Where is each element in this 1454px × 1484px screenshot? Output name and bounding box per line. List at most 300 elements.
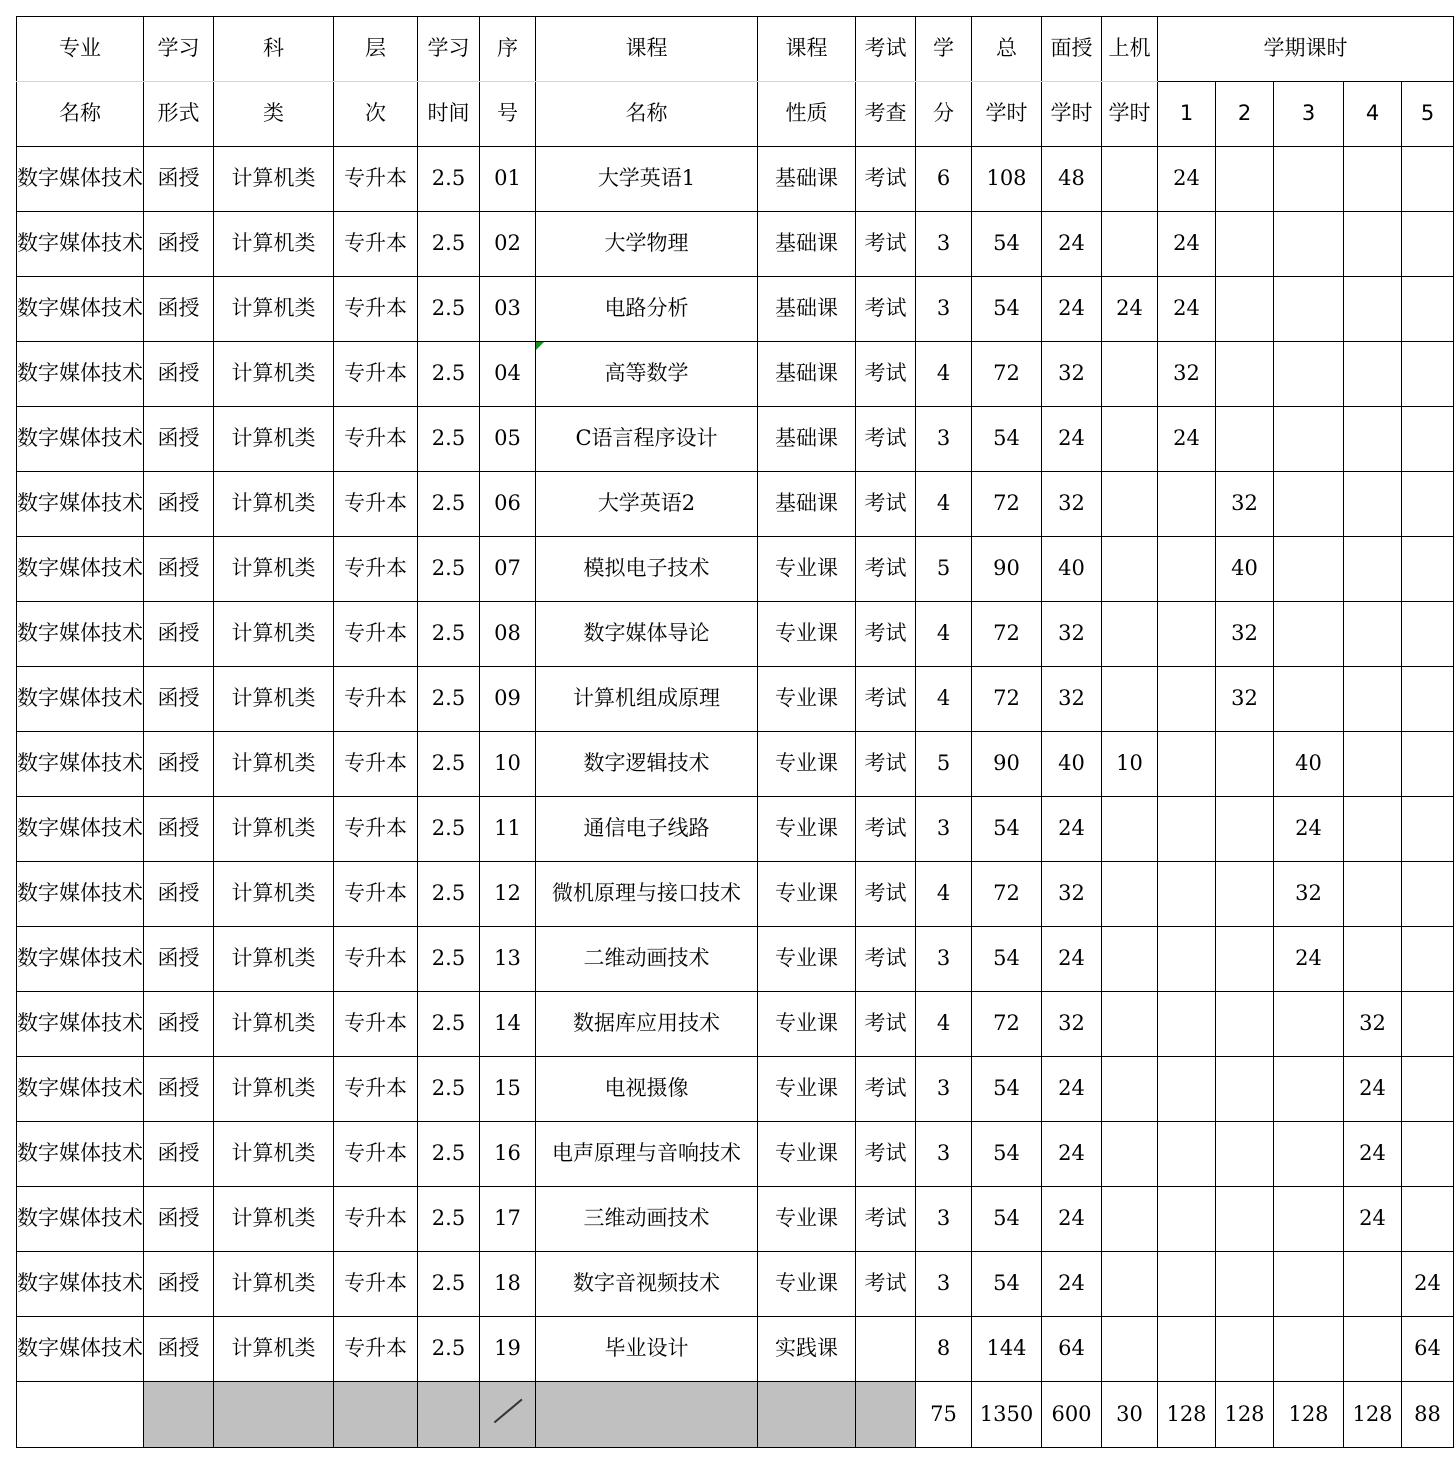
semester-1-hours-cell [1158,602,1216,667]
credit-cell: 3 [916,1122,972,1187]
table-row [17,277,1454,342]
level-cell: 专升本 [334,1317,418,1382]
semester-5-hours-cell [1402,472,1454,537]
semester-5-hours-cell [1402,1187,1454,1252]
level-cell: 专升本 [334,732,418,797]
level-cell: 专升本 [334,862,418,927]
total-hours-cell: 72 [972,862,1042,927]
total-hours-cell: 90 [972,537,1042,602]
table-row [17,1057,1454,1122]
semester-1-hours-cell [1158,1122,1216,1187]
category-cell: 计算机类 [214,407,334,472]
semester-2-hours-cell [1216,277,1274,342]
lab-hours-cell [1102,1317,1158,1382]
semester-4-hours-cell [1344,537,1402,602]
duration-cell: 2.5 [418,1187,480,1252]
credit-cell: 5 [916,732,972,797]
lab-hours-cell [1102,667,1158,732]
assessment-cell: 考试 [856,797,916,862]
study-form-cell: 函授 [144,1122,214,1187]
duration-cell: 2.5 [418,667,480,732]
level-cell: 专升本 [334,992,418,1057]
lab-hours-cell [1102,602,1158,667]
lab-hours-cell [1102,992,1158,1057]
semester-header-5: 5 [1402,82,1454,147]
semester-5-hours-cell [1402,992,1454,1057]
lecture-hours-cell: 24 [1042,1122,1102,1187]
semester-1-hours-cell [1158,537,1216,602]
major-cell: 数字媒体技术 [17,862,144,927]
semester-header-3: 3 [1274,82,1344,147]
assessment-cell: 考试 [856,1057,916,1122]
totals-slash-cell [480,1382,536,1448]
totals-empty-cell [214,1382,334,1448]
category-cell: 计算机类 [214,1317,334,1382]
level-cell: 专升本 [334,472,418,537]
serial-number-cell: 05 [480,407,536,472]
semester-4-hours-cell: 24 [1344,1057,1402,1122]
assessment-cell: 考试 [856,862,916,927]
category-cell: 计算机类 [214,862,334,927]
header-cell: 考试 [856,17,916,82]
header-cell: 专业 [17,17,144,82]
lecture-hours-cell: 24 [1042,1187,1102,1252]
header-cell: 面授 [1042,17,1102,82]
study-form-cell: 函授 [144,732,214,797]
totals-s3-cell: 128 [1274,1382,1344,1448]
duration-cell: 2.5 [418,862,480,927]
credit-cell: 3 [916,1252,972,1317]
semester-4-hours-cell [1344,732,1402,797]
semester-header-1: 1 [1158,82,1216,147]
serial-number-cell: 10 [480,732,536,797]
semester-2-hours-cell [1216,992,1274,1057]
semester-2-hours-cell [1216,212,1274,277]
totals-empty-cell [334,1382,418,1448]
study-form-cell: 函授 [144,472,214,537]
course-name-cell: 模拟电子技术 [536,537,758,602]
semester-3-hours-cell [1274,277,1344,342]
header-cell: 序 [480,17,536,82]
total-hours-cell: 144 [972,1317,1042,1382]
category-cell: 计算机类 [214,472,334,537]
table-row [17,472,1454,537]
duration-cell: 2.5 [418,1122,480,1187]
semester-4-hours-cell [1344,407,1402,472]
category-cell: 计算机类 [214,797,334,862]
level-cell: 专升本 [334,147,418,212]
table-row [17,732,1454,797]
semester-5-hours-cell: 24 [1402,1252,1454,1317]
semester-1-hours-cell: 24 [1158,212,1216,277]
semester-3-hours-cell [1274,407,1344,472]
study-form-cell: 函授 [144,862,214,927]
course-name-cell: 数字逻辑技术 [536,732,758,797]
semester-1-hours-cell [1158,862,1216,927]
semester-2-hours-cell [1216,342,1274,407]
semester-2-hours-cell [1216,1187,1274,1252]
category-cell: 计算机类 [214,147,334,212]
semester-2-hours-cell [1216,1317,1274,1382]
duration-cell: 2.5 [418,797,480,862]
course-name-cell: 电声原理与音响技术 [536,1122,758,1187]
lab-hours-cell [1102,797,1158,862]
study-form-cell: 函授 [144,667,214,732]
credit-cell: 3 [916,1057,972,1122]
course-type-cell: 专业课 [758,927,856,992]
semester-4-hours-cell [1344,1252,1402,1317]
lecture-hours-cell: 24 [1042,1057,1102,1122]
lab-hours-cell [1102,1252,1158,1317]
lab-hours-cell [1102,862,1158,927]
semester-5-hours-cell [1402,1057,1454,1122]
total-hours-cell: 54 [972,407,1042,472]
category-cell: 计算机类 [214,1187,334,1252]
semester-3-hours-cell [1274,1122,1344,1187]
study-form-cell: 函授 [144,1317,214,1382]
assessment-cell: 考试 [856,927,916,992]
major-cell: 数字媒体技术 [17,602,144,667]
semester-header-4: 4 [1344,82,1402,147]
major-cell: 数字媒体技术 [17,472,144,537]
semester-4-hours-cell [1344,602,1402,667]
lecture-hours-cell: 64 [1042,1317,1102,1382]
semester-2-hours-cell: 32 [1216,472,1274,537]
totals-s4-cell: 128 [1344,1382,1402,1448]
level-cell: 专升本 [334,342,418,407]
credit-cell: 3 [916,212,972,277]
semester-1-hours-cell [1158,992,1216,1057]
totals-empty-cell [144,1382,214,1448]
course-type-cell: 专业课 [758,992,856,1057]
lecture-hours-cell: 32 [1042,602,1102,667]
header-cell: 学时 [972,82,1042,147]
table-row [17,1187,1454,1252]
assessment-cell: 考试 [856,147,916,212]
duration-cell: 2.5 [418,147,480,212]
lab-hours-cell: 24 [1102,277,1158,342]
course-name-cell: C语言程序设计 [536,407,758,472]
serial-number-cell: 06 [480,472,536,537]
duration-cell: 2.5 [418,212,480,277]
category-cell: 计算机类 [214,212,334,277]
serial-number-cell: 04 [480,342,536,407]
totals-empty-cell [856,1382,916,1448]
total-hours-cell: 72 [972,472,1042,537]
category-cell: 计算机类 [214,342,334,407]
header-row-2 [17,82,1454,147]
table-row [17,797,1454,862]
semester-1-hours-cell: 24 [1158,407,1216,472]
category-cell: 计算机类 [214,927,334,992]
totals-s5-cell: 88 [1402,1382,1454,1448]
lecture-hours-cell: 32 [1042,667,1102,732]
diagonal-slash-icon [493,1396,523,1426]
header-cell: 课程 [536,17,758,82]
course-name-cell: 大学英语2 [536,472,758,537]
course-name-cell: 大学物理 [536,212,758,277]
major-cell: 数字媒体技术 [17,537,144,602]
header-cell: 学习 [418,17,480,82]
header-cell: 名称 [17,82,144,147]
credit-cell: 4 [916,602,972,667]
study-form-cell: 函授 [144,407,214,472]
course-type-cell: 专业课 [758,602,856,667]
credit-cell: 3 [916,797,972,862]
serial-number-cell: 15 [480,1057,536,1122]
table-row [17,992,1454,1057]
serial-number-cell: 17 [480,1187,536,1252]
semester-1-hours-cell [1158,472,1216,537]
study-form-cell: 函授 [144,602,214,667]
header-cell: 次 [334,82,418,147]
semester-4-hours-cell [1344,1317,1402,1382]
category-cell: 计算机类 [214,1122,334,1187]
semester-2-hours-cell [1216,1252,1274,1317]
header-cell: 总 [972,17,1042,82]
duration-cell: 2.5 [418,342,480,407]
category-cell: 计算机类 [214,537,334,602]
serial-number-cell: 13 [480,927,536,992]
credit-cell: 3 [916,407,972,472]
totals-s2-cell: 128 [1216,1382,1274,1448]
header-cell: 形式 [144,82,214,147]
semester-3-hours-cell [1274,602,1344,667]
semester-4-hours-cell [1344,472,1402,537]
lecture-hours-cell: 32 [1042,862,1102,927]
semester-5-hours-cell [1402,667,1454,732]
course-name-cell: 计算机组成原理 [536,667,758,732]
serial-number-cell: 11 [480,797,536,862]
header-cell: 学 [916,17,972,82]
assessment-cell: 考试 [856,992,916,1057]
course-type-cell: 基础课 [758,472,856,537]
lab-hours-cell [1102,1057,1158,1122]
level-cell: 专升本 [334,407,418,472]
semester-1-hours-cell [1158,1252,1216,1317]
semester-5-hours-cell [1402,1122,1454,1187]
semester-2-hours-cell [1216,1057,1274,1122]
header-cell: 学习 [144,17,214,82]
totals-empty-cell [536,1382,758,1448]
semester-3-hours-cell: 32 [1274,862,1344,927]
semester-5-hours-cell [1402,732,1454,797]
serial-number-cell: 02 [480,212,536,277]
semester-5-hours-cell [1402,602,1454,667]
level-cell: 专升本 [334,1252,418,1317]
major-cell: 数字媒体技术 [17,927,144,992]
semester-header-2: 2 [1216,82,1274,147]
assessment-cell: 考试 [856,732,916,797]
lecture-hours-cell: 24 [1042,797,1102,862]
course-type-cell: 专业课 [758,1252,856,1317]
curriculum-table [16,16,1454,1448]
course-type-cell: 专业课 [758,1122,856,1187]
assessment-cell: 考试 [856,342,916,407]
semester-3-hours-cell [1274,992,1344,1057]
semester-5-hours-cell [1402,537,1454,602]
category-cell: 计算机类 [214,1252,334,1317]
level-cell: 专升本 [334,1122,418,1187]
major-cell: 数字媒体技术 [17,1252,144,1317]
serial-number-cell: 19 [480,1317,536,1382]
lecture-hours-cell: 32 [1042,342,1102,407]
semester-3-hours-cell [1274,537,1344,602]
total-hours-cell: 72 [972,667,1042,732]
level-cell: 专升本 [334,212,418,277]
header-cell: 层 [334,17,418,82]
semester-5-hours-cell [1402,212,1454,277]
course-type-cell: 专业课 [758,862,856,927]
course-type-cell: 基础课 [758,212,856,277]
credit-cell: 4 [916,472,972,537]
lecture-hours-cell: 32 [1042,472,1102,537]
semester-4-hours-cell [1344,212,1402,277]
semester-2-hours-cell: 32 [1216,667,1274,732]
study-form-cell: 函授 [144,277,214,342]
duration-cell: 2.5 [418,602,480,667]
table-row [17,1252,1454,1317]
semester-2-hours-cell [1216,862,1274,927]
level-cell: 专升本 [334,927,418,992]
major-cell: 数字媒体技术 [17,1057,144,1122]
semester-2-hours-cell: 32 [1216,602,1274,667]
lecture-hours-cell: 48 [1042,147,1102,212]
semester-1-hours-cell [1158,927,1216,992]
total-hours-cell: 72 [972,342,1042,407]
study-form-cell: 函授 [144,992,214,1057]
credit-cell: 4 [916,992,972,1057]
category-cell: 计算机类 [214,992,334,1057]
semester-4-hours-cell: 24 [1344,1187,1402,1252]
lecture-hours-cell: 24 [1042,212,1102,277]
major-cell: 数字媒体技术 [17,732,144,797]
lecture-hours-cell: 40 [1042,732,1102,797]
total-hours-cell: 54 [972,1122,1042,1187]
semester-3-hours-cell: 24 [1274,797,1344,862]
course-name-cell: 电视摄像 [536,1057,758,1122]
course-name-cell: 数字音视频技术 [536,1252,758,1317]
course-name-cell: 三维动画技术 [536,1187,758,1252]
major-cell: 数字媒体技术 [17,992,144,1057]
semester-2-hours-cell [1216,927,1274,992]
semester-4-hours-cell: 32 [1344,992,1402,1057]
semester-5-hours-cell [1402,407,1454,472]
header-cell: 号 [480,82,536,147]
table-row [17,342,1454,407]
study-form-cell: 函授 [144,537,214,602]
semester-2-hours-cell [1216,1122,1274,1187]
total-hours-cell: 54 [972,277,1042,342]
major-cell: 数字媒体技术 [17,212,144,277]
semester-3-hours-cell [1274,1252,1344,1317]
study-form-cell: 函授 [144,147,214,212]
credit-cell: 3 [916,277,972,342]
header-cell: 学时 [1042,82,1102,147]
assessment-cell: 考试 [856,212,916,277]
study-form-cell: 函授 [144,1187,214,1252]
duration-cell: 2.5 [418,277,480,342]
totals-credit-cell: 75 [916,1382,972,1448]
level-cell: 专升本 [334,1187,418,1252]
category-cell: 计算机类 [214,732,334,797]
semester-2-hours-cell [1216,407,1274,472]
table-row [17,862,1454,927]
duration-cell: 2.5 [418,1252,480,1317]
header-cell: 时间 [418,82,480,147]
assessment-cell [856,1317,916,1382]
table-row [17,537,1454,602]
header-cell: 性质 [758,82,856,147]
table-row [17,602,1454,667]
lab-hours-cell [1102,342,1158,407]
header-cell: 分 [916,82,972,147]
study-form-cell: 函授 [144,1057,214,1122]
course-type-cell: 专业课 [758,537,856,602]
lecture-hours-cell: 24 [1042,277,1102,342]
header-cell: 考查 [856,82,916,147]
table-row [17,667,1454,732]
semester-4-hours-cell [1344,147,1402,212]
course-type-cell: 基础课 [758,277,856,342]
course-name-cell: 数据库应用技术 [536,992,758,1057]
category-cell: 计算机类 [214,602,334,667]
major-cell: 数字媒体技术 [17,667,144,732]
lab-hours-cell [1102,927,1158,992]
credit-cell: 3 [916,1187,972,1252]
semester-3-hours-cell [1274,1317,1344,1382]
serial-number-cell: 18 [480,1252,536,1317]
table-row [17,407,1454,472]
total-hours-cell: 108 [972,147,1042,212]
course-type-cell: 专业课 [758,1187,856,1252]
lab-hours-cell [1102,1187,1158,1252]
duration-cell: 2.5 [418,927,480,992]
semester-2-hours-cell [1216,732,1274,797]
credit-cell: 4 [916,862,972,927]
course-type-cell: 专业课 [758,797,856,862]
credit-cell: 4 [916,667,972,732]
lecture-hours-cell: 40 [1042,537,1102,602]
lab-hours-cell [1102,1122,1158,1187]
course-name-cell: 通信电子线路 [536,797,758,862]
semester-5-hours-cell [1402,342,1454,407]
credit-cell: 5 [916,537,972,602]
totals-empty-cell [418,1382,480,1448]
lecture-hours-cell: 24 [1042,407,1102,472]
study-form-cell: 函授 [144,342,214,407]
totals-total-cell: 1350 [972,1382,1042,1448]
semester-1-hours-cell [1158,1187,1216,1252]
assessment-cell: 考试 [856,602,916,667]
course-type-cell: 专业课 [758,667,856,732]
semester-2-hours-cell [1216,147,1274,212]
semester-3-hours-cell: 40 [1274,732,1344,797]
semester-5-hours-cell [1402,927,1454,992]
semester-1-hours-cell: 32 [1158,342,1216,407]
total-hours-cell: 90 [972,732,1042,797]
course-type-cell: 基础课 [758,342,856,407]
course-type-cell: 专业课 [758,732,856,797]
semester-1-hours-cell: 24 [1158,147,1216,212]
lab-hours-cell [1102,147,1158,212]
header-row-1 [17,17,1454,82]
major-cell: 数字媒体技术 [17,1317,144,1382]
semester-1-hours-cell [1158,797,1216,862]
totals-row [17,1382,1454,1448]
duration-cell: 2.5 [418,1317,480,1382]
course-type-cell: 基础课 [758,147,856,212]
